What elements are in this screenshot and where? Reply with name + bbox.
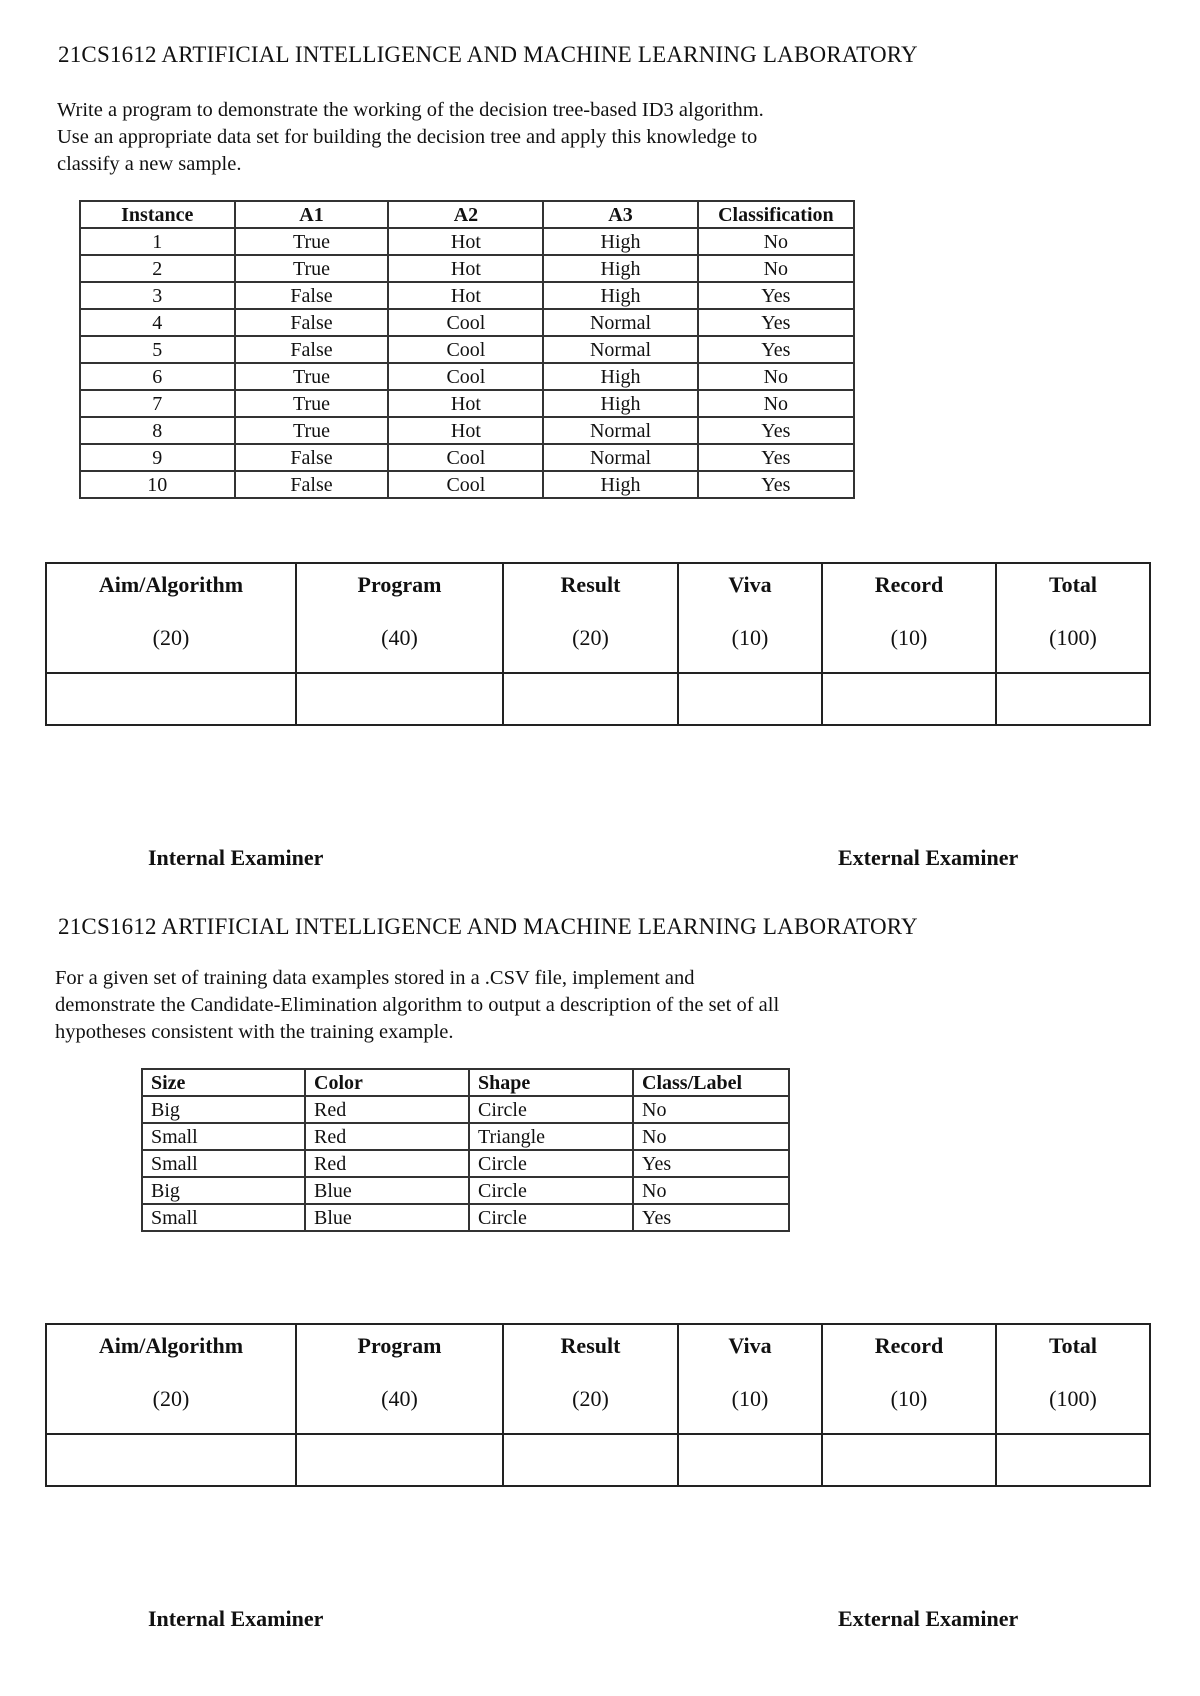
table-cell: Hot	[388, 228, 543, 255]
marks-entry-cell[interactable]	[46, 1434, 296, 1486]
table-cell: No	[698, 390, 854, 417]
table-row	[142, 1204, 789, 1231]
marks-table	[45, 562, 1151, 726]
marks-max: (10)	[731, 1386, 769, 1411]
internal-examiner: Internal Examiner	[148, 845, 324, 870]
header-size: Size	[142, 1069, 305, 1096]
course-title: 21CS1612 ARTIFICIAL INTELLIGENCE AND MACHINE LEARNING LABORATORY	[58, 42, 918, 67]
table-cell: 3	[80, 282, 235, 309]
table-cell: Yes	[698, 309, 854, 336]
header-instance: Instance	[80, 201, 235, 228]
header-shape: Shape	[469, 1069, 633, 1096]
marks-cell	[503, 1324, 678, 1434]
problem-statement	[57, 97, 764, 178]
table-cell: Big	[142, 1096, 305, 1123]
header-a2: A2	[388, 201, 543, 228]
marks-label: Record	[874, 1333, 944, 1358]
table-cell: 10	[80, 471, 235, 498]
problem-line: Write a program to demonstrate the working of the decision tree-based ID3 algorithm.	[57, 99, 764, 121]
marks-entry-cell[interactable]	[996, 1434, 1150, 1486]
table-cell: Cool	[388, 363, 543, 390]
table-cell: False	[235, 336, 389, 363]
marks-label: Record	[874, 572, 944, 597]
table-cell: Triangle	[469, 1123, 633, 1150]
table-cell: Red	[305, 1123, 469, 1150]
marks-entry-cell[interactable]	[996, 673, 1150, 725]
table-row	[142, 1123, 789, 1150]
table-cell: 8	[80, 417, 235, 444]
marks-label: Total	[1048, 572, 1098, 597]
marks-label: Viva	[728, 572, 772, 597]
table-cell: 4	[80, 309, 235, 336]
problem-statement	[55, 965, 779, 1046]
marks-label: Viva	[728, 1333, 772, 1358]
marks-max: (20)	[152, 1386, 190, 1411]
table-cell: Yes	[698, 444, 854, 471]
table-cell: No	[698, 255, 854, 282]
table-header-row	[80, 201, 854, 228]
table-row	[80, 471, 854, 498]
table-row	[80, 309, 854, 336]
table-cell: True	[235, 363, 389, 390]
marks-entry-row	[46, 1434, 1150, 1486]
marks-max: (100)	[1049, 1386, 1097, 1411]
table-cell: Normal	[543, 336, 697, 363]
table-cell: Small	[142, 1150, 305, 1177]
marks-max: (100)	[1049, 625, 1097, 650]
table-cell: Normal	[543, 417, 697, 444]
id3-dataset-body	[80, 228, 854, 498]
table-cell: 2	[80, 255, 235, 282]
external-examiner: External Examiner	[838, 845, 1019, 870]
marks-cell	[46, 563, 296, 673]
marks-header-row	[46, 563, 1150, 673]
internal-examiner: Internal Examiner	[148, 1606, 324, 1631]
marks-cell	[46, 1324, 296, 1434]
marks-entry-cell[interactable]	[503, 673, 678, 725]
table-cell: No	[633, 1177, 789, 1204]
table-cell: 9	[80, 444, 235, 471]
table-cell: High	[543, 363, 697, 390]
table-cell: Big	[142, 1177, 305, 1204]
table-header-row	[142, 1069, 789, 1096]
table-cell: High	[543, 471, 697, 498]
candidate-elimination-dataset-body	[142, 1096, 789, 1231]
table-cell: Yes	[698, 471, 854, 498]
marks-header-row	[46, 1324, 1150, 1434]
marks-max: (40)	[381, 625, 418, 650]
marks-cell	[678, 563, 822, 673]
marks-max: (20)	[152, 625, 190, 650]
id3-dataset-table	[79, 200, 855, 499]
table-cell: Cool	[388, 336, 543, 363]
marks-max: (10)	[731, 625, 769, 650]
table-row	[142, 1150, 789, 1177]
marks-cell	[503, 563, 678, 673]
header-color: Color	[305, 1069, 469, 1096]
candidate-elimination-dataset-table	[141, 1068, 790, 1232]
external-examiner: External Examiner	[838, 1606, 1019, 1631]
table-cell: Yes	[633, 1204, 789, 1231]
table-cell: Circle	[469, 1150, 633, 1177]
table-cell: Red	[305, 1096, 469, 1123]
table-cell: Small	[142, 1204, 305, 1231]
marks-label: Total	[1048, 1333, 1098, 1358]
marks-cell	[822, 563, 996, 673]
table-cell: Yes	[698, 282, 854, 309]
table-cell: False	[235, 444, 389, 471]
marks-max: (40)	[381, 1386, 418, 1411]
marks-max: (20)	[572, 1386, 609, 1411]
table-cell: Yes	[633, 1150, 789, 1177]
table-row	[142, 1177, 789, 1204]
table-cell: 6	[80, 363, 235, 390]
table-cell: Cool	[388, 444, 543, 471]
table-cell: 5	[80, 336, 235, 363]
table-cell: High	[543, 255, 697, 282]
table-cell: High	[543, 282, 697, 309]
table-row	[80, 336, 854, 363]
table-row	[80, 417, 854, 444]
marks-label: Program	[357, 1333, 442, 1358]
table-cell: No	[698, 228, 854, 255]
problem-line: classify a new sample.	[57, 153, 242, 175]
marks-label: Program	[357, 572, 442, 597]
table-cell: No	[698, 363, 854, 390]
marks-entry-cell[interactable]	[296, 673, 503, 725]
marks-max: (10)	[890, 1386, 928, 1411]
table-cell: High	[543, 228, 697, 255]
marks-label: Result	[560, 1333, 621, 1358]
marks-cell	[296, 1324, 503, 1434]
header-a1: A1	[235, 201, 389, 228]
course-title: 21CS1612 ARTIFICIAL INTELLIGENCE AND MACHINE LEARNING LABORATORY	[58, 914, 918, 939]
marks-entry-cell[interactable]	[678, 673, 822, 725]
marks-cell	[822, 1324, 996, 1434]
marks-max: (20)	[572, 625, 609, 650]
marks-entry-cell[interactable]	[822, 1434, 996, 1486]
marks-entry-cell[interactable]	[296, 1434, 503, 1486]
table-cell: Circle	[469, 1177, 633, 1204]
table-row	[80, 255, 854, 282]
table-row	[80, 228, 854, 255]
table-row	[80, 390, 854, 417]
table-cell: False	[235, 282, 389, 309]
table-row	[80, 444, 854, 471]
problem-line: demonstrate the Candidate-Elimination algorithm to output a description of the set of all	[55, 994, 780, 1016]
marks-entry-cell[interactable]	[822, 673, 996, 725]
problem-line: Use an appropriate data set for building the decision tree and apply this knowledge to	[57, 126, 758, 148]
table-cell: Normal	[543, 309, 697, 336]
table-cell: Circle	[469, 1096, 633, 1123]
table-cell: Blue	[305, 1177, 469, 1204]
table-cell: 7	[80, 390, 235, 417]
table-cell: True	[235, 417, 389, 444]
table-row	[80, 363, 854, 390]
table-cell: Hot	[388, 417, 543, 444]
marks-entry-cell[interactable]	[46, 673, 296, 725]
table-cell: Hot	[388, 282, 543, 309]
table-cell: Circle	[469, 1204, 633, 1231]
table-cell: Hot	[388, 255, 543, 282]
header-class-label: Class/Label	[633, 1069, 789, 1096]
problem-line: hypotheses consistent with the training example.	[55, 1021, 454, 1043]
table-cell: Yes	[698, 417, 854, 444]
header-a3: A3	[543, 201, 697, 228]
table-cell: No	[633, 1096, 789, 1123]
table-cell: False	[235, 309, 389, 336]
marks-cell	[678, 1324, 822, 1434]
marks-entry-row	[46, 673, 1150, 725]
table-cell: False	[235, 471, 389, 498]
table-cell: 1	[80, 228, 235, 255]
table-cell: True	[235, 228, 389, 255]
marks-entry-cell[interactable]	[678, 1434, 822, 1486]
table-cell: Blue	[305, 1204, 469, 1231]
marks-label: Aim/Algorithm	[98, 572, 244, 597]
table-cell: Small	[142, 1123, 305, 1150]
table-cell: Normal	[543, 444, 697, 471]
table-cell: Cool	[388, 471, 543, 498]
marks-cell	[996, 563, 1150, 673]
marks-entry-cell[interactable]	[503, 1434, 678, 1486]
marks-label: Result	[560, 572, 621, 597]
marks-table	[45, 1323, 1151, 1487]
table-cell: No	[633, 1123, 789, 1150]
header-classification: Classification	[698, 201, 854, 228]
table-cell: Yes	[698, 336, 854, 363]
problem-line: For a given set of training data examples stored in a .CSV file, implement and	[55, 967, 695, 989]
marks-cell	[296, 563, 503, 673]
table-cell: True	[235, 390, 389, 417]
table-cell: Hot	[388, 390, 543, 417]
marks-max: (10)	[890, 625, 928, 650]
table-cell: True	[235, 255, 389, 282]
marks-label: Aim/Algorithm	[98, 1333, 244, 1358]
table-cell: High	[543, 390, 697, 417]
table-cell: Cool	[388, 309, 543, 336]
table-row	[142, 1096, 789, 1123]
table-cell: Red	[305, 1150, 469, 1177]
marks-cell	[996, 1324, 1150, 1434]
table-row	[80, 282, 854, 309]
